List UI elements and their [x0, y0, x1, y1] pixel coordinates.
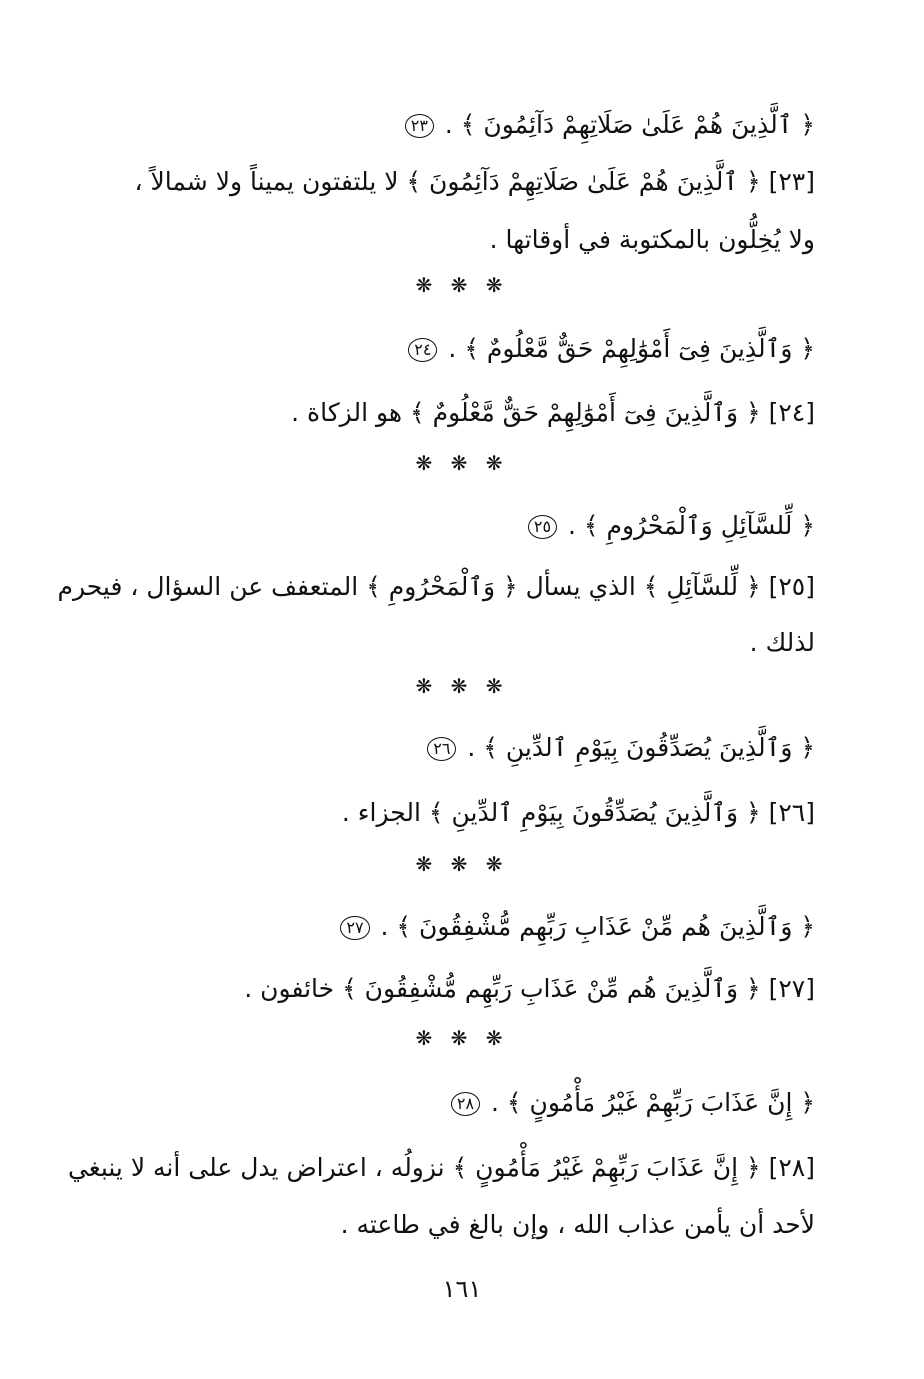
commentary-25: [٢٥] ﴿ لِّلسَّآئِلِ ﴾ الذي يسأل ﴿ وَٱلْمَحْرُومِ ﴾ المتعفف عن السؤال ، فيحرم	[57, 572, 815, 601]
commentary-28: [٢٨] ﴿ إِنَّ عَذَابَ رَبِّهِمْ غَيْرُ مَأْمُونٍ ﴾ نزولُه ، اعتراض يدل على أنه لا ينبغي	[67, 1153, 815, 1182]
verse-number: ٢٤	[408, 338, 437, 362]
page-number: ١٦١	[442, 1275, 482, 1303]
verse-text: ﴿ وَٱلَّذِينَ فِىٓ أَمْوَٰلِهِمْ حَقٌّ مَّعْلُومٌ ﴾ .	[448, 334, 815, 363]
separator: ❋ ❋ ❋	[415, 674, 509, 698]
commentary-28-cont: لأحد أن يأمن عذاب الله ، وإن بالغ في طاعته .	[340, 1210, 815, 1239]
verse-24	[95, 331, 815, 367]
verse-text: ﴿ ٱلَّذِينَ هُمْ عَلَىٰ صَلَاتِهِمْ دَآئِمُونَ ﴾ .	[444, 110, 815, 139]
separator: ❋ ❋ ❋	[415, 852, 509, 876]
verse-number: ٢٧	[340, 916, 369, 940]
commentary-23: [٢٣] ﴿ ٱلَّذِينَ هُمْ عَلَىٰ صَلَاتِهِمْ دَآئِمُونَ ﴾ لا يلتفتون يميناً ولا شمالاً ،	[134, 167, 815, 196]
commentary-23-cont: ولا يُخِلُّون بالمكتوبة في أوقاتها .	[489, 225, 815, 254]
verse-number: ٢٦	[427, 737, 456, 761]
verse-28	[95, 1085, 815, 1121]
verse-text: ﴿ وَٱلَّذِينَ هُم مِّنْ عَذَابِ رَبِّهِم مُّشْفِقُونَ ﴾ .	[380, 912, 815, 941]
commentary-24: [٢٤] ﴿ وَٱلَّذِينَ فِىٓ أَمْوَٰلِهِمْ حَقٌّ مَّعْلُومٌ ﴾ هو الزكاة .	[291, 398, 815, 427]
verse-text: ﴿ إِنَّ عَذَابَ رَبِّهِمْ غَيْرُ مَأْمُونٍ ﴾ .	[491, 1088, 815, 1117]
verse-number: ٢٥	[528, 515, 557, 539]
commentary-25-cont: لذلك .	[749, 628, 815, 657]
verse-23	[95, 107, 815, 143]
separator: ❋ ❋ ❋	[415, 273, 509, 297]
commentary-26: [٢٦] ﴿ وَٱلَّذِينَ يُصَدِّقُونَ بِيَوْمِ ٱلدِّينِ ﴾ الجزاء .	[341, 798, 815, 827]
verse-number: ٢٨	[451, 1092, 480, 1116]
verse-26	[95, 730, 815, 766]
verse-number: ٢٣	[405, 114, 434, 138]
commentary-27: [٢٧] ﴿ وَٱلَّذِينَ هُم مِّنْ عَذَابِ رَبِّهِم مُّشْفِقُونَ ﴾ خائفون .	[244, 974, 815, 1003]
separator: ❋ ❋ ❋	[415, 451, 509, 475]
verse-text: ﴿ لِّلسَّآئِلِ وَٱلْمَحْرُومِ ﴾ .	[567, 511, 815, 540]
verse-27	[95, 909, 815, 945]
verse-25	[95, 508, 815, 544]
verse-text: ﴿ وَٱلَّذِينَ يُصَدِّقُونَ بِيَوْمِ ٱلدِّينِ ﴾ .	[467, 733, 815, 762]
separator: ❋ ❋ ❋	[415, 1026, 509, 1050]
